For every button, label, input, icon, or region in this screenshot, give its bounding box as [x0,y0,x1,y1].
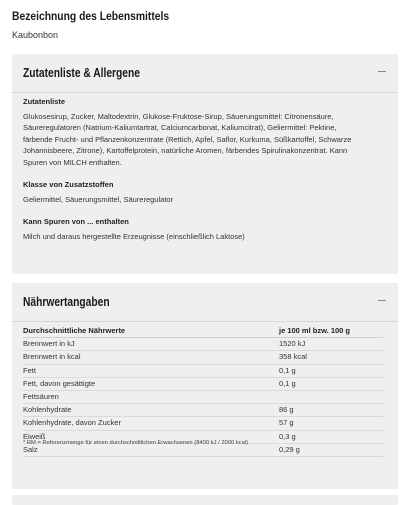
product-header [12,9,195,40]
ingredients-panel-title: Zutatenliste & Allergene [23,66,140,80]
traces-heading: Kann Spuren von ... enthalten [23,217,129,226]
product-name: Kaubonbon [12,30,59,40]
ingredients-allergens-panel [12,54,398,274]
row-value: 0,29 g [279,444,300,454]
collapse-icon[interactable] [378,300,386,301]
table-row [23,404,383,417]
row-value: 0,1 g [279,378,296,388]
nutrition-panel [12,283,398,489]
row-label: Kohlenhydrate, davon Zucker [23,418,121,428]
additive-class-text: Geliermittel, Säuerungsmittel, Säureregulator [23,194,174,204]
ingredients-line: Glukosesirup, Zucker, Maltodextrin, Glukose-Fruktose-Sirup, Säuerungsmittel: Citronensäure, [23,111,334,121]
nutrition-header-value: je 100 ml bzw. 100 g [279,326,351,335]
row-label: Eiweiß [23,431,46,441]
ingredients-line: färbende Frucht- und Pflanzenkonzentrate (Rettich, Apfel, Saflor, Kurkuma, Süßkartoffel, Schwarze [23,134,352,144]
row-label: Kohlenhydrate [23,405,72,415]
table-row [23,391,383,404]
table-row [23,378,383,391]
ingredients-line: Säureregulatoren (Natrium-Kaliumtartrat, Calciumcarbonat, Kaliumcitrat), Geliermittel: Pektine, [23,123,337,132]
table-row [23,365,383,378]
row-value: 57 g [279,418,294,428]
reference-footnote: * RM = Referenzmenge für einen durchschnittlichen Erwachsenen (8400 kJ / 2000 kcal) [23,440,249,446]
ingredients-line: Spuren von MILCH enthalten. [23,157,122,167]
nutrition-table [23,325,383,457]
ingredients-line: Johannisbeere, Zitrone), Kartoffelprotein, natürliche Aromen, färbendes Spirulinakonzentrat. Kann [23,146,348,155]
row-value: 1520 kJ [279,339,306,349]
additive-class-heading: Klasse von Zusatzstoffen [23,180,114,189]
nutrition-panel-title: Nährwertangaben [23,295,110,309]
nutrition-header-label: Durchschnittliche Nährwerte [23,326,126,335]
table-row [23,351,383,364]
table-row [23,417,383,430]
ingredients-panel-header[interactable] [12,54,398,92]
nutrition-table-header [23,325,383,338]
row-label: Fett, davon gesättigte [23,378,96,388]
traces-text: Milch und daraus hergestellte Erzeugnisse (einschließlich Laktose) [23,231,245,241]
row-label: Brennwert in kcal [23,352,81,362]
row-label: Salz [23,444,38,454]
row-label: Fett [23,365,36,375]
ingredients-text [23,111,386,169]
table-row [23,338,383,351]
ingredients-panel-body [23,96,386,242]
divider [12,92,398,93]
row-label: Fettsäuren [23,391,59,401]
row-value: 0,3 g [279,431,296,441]
collapse-icon[interactable] [378,71,386,72]
product-title-label: Bezeichnung des Lebensmittels [12,9,170,23]
row-value: 86 g [279,405,294,415]
nutrition-panel-header[interactable] [12,283,398,321]
row-value: 358 kcal [279,352,307,362]
ingredients-heading: Zutatenliste [23,97,66,106]
divider [12,321,398,322]
next-panel-edge [12,495,398,505]
row-label: Brennwert in kJ [23,339,75,349]
row-value: 0,1 g [279,365,296,375]
